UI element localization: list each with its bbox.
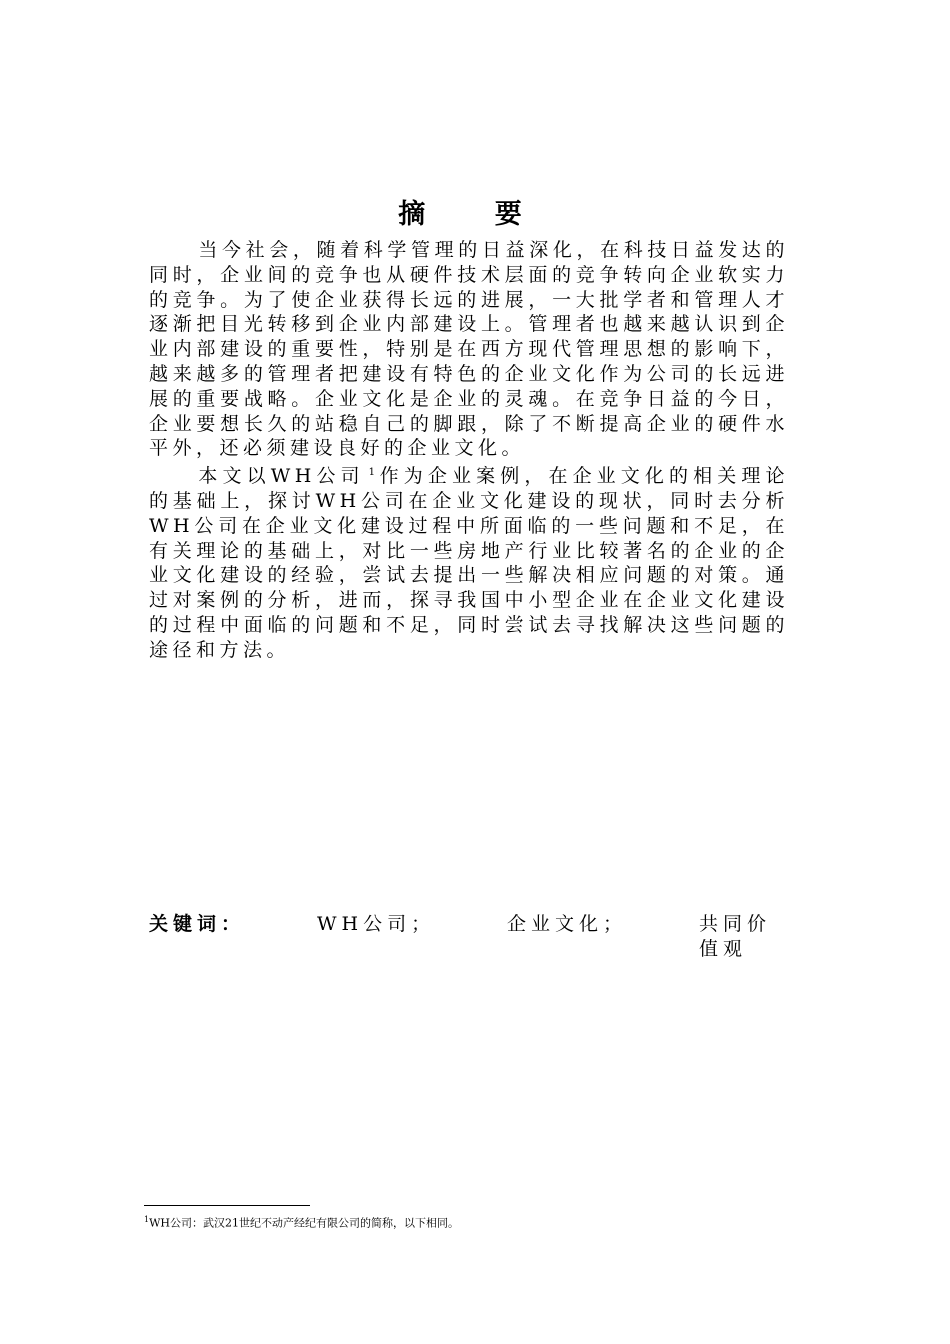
page-title: 摘 要 xyxy=(398,199,552,230)
paragraph-2-rest: 作为企业案例，在企业文化的相关理论的基础上，探讨WH公司在企业文化建设的现状，同时去分析WH公司在企业文化建设过程中所面临的一些问题和不足，在有关理论的基础上，对比一些房地产行业比较著名的企业的企业文化建设的经验，尝试去提出一些解决相应问题的对策。通过对案例的分析，进而，探寻我国中小型企业在企业文化建设的过程中面临的问题和不足，同时尝试去寻找解决这些问题的途径和方法。 xyxy=(149,465,789,661)
paragraph-2-lead: 本文以WH公司 xyxy=(198,465,365,488)
footnote-mark: 1 xyxy=(144,1215,150,1224)
footnote-divider xyxy=(144,1205,310,1206)
abstract-body xyxy=(149,238,789,663)
footnote xyxy=(144,1212,459,1232)
footnote-text: WH公司：武汉21世纪不动产经纪有限公司的简称，以下相同。 xyxy=(149,1216,459,1230)
footnote-reference[interactable]: 1 xyxy=(368,467,376,479)
keywords-block xyxy=(149,912,789,962)
keyword-item: 企业文化； xyxy=(507,913,628,935)
abstract-paragraph-1: 当今社会，随着科学管理的日益深化，在科技日益发达的同时，企业间的竞争也从硬件技术层面的竞争转向企业软实力的竞争。为了使企业获得长远的进展，一大批学者和管理人才逐渐把目光转移到企业内部建设上。管理者也越来越认识到企业内部建设的重要性，特别是在西方现代管理思想的影响下，越来越多的管理者把建设有特色的企业文化作为公司的长远进展的重要战略。企业文化是企业的灵魂。在竞争日益的今日，企业要想长久的站稳自己的脚跟，除了不断提高企业的硬件水平外，还必须建设良好的企业文化。 xyxy=(149,239,789,460)
keyword-item: 共同价值观 xyxy=(699,913,772,960)
abstract-paragraph-2 xyxy=(149,461,789,662)
keywords-label: 关键词： xyxy=(149,913,246,935)
keyword-item: WH公司； xyxy=(316,913,436,935)
